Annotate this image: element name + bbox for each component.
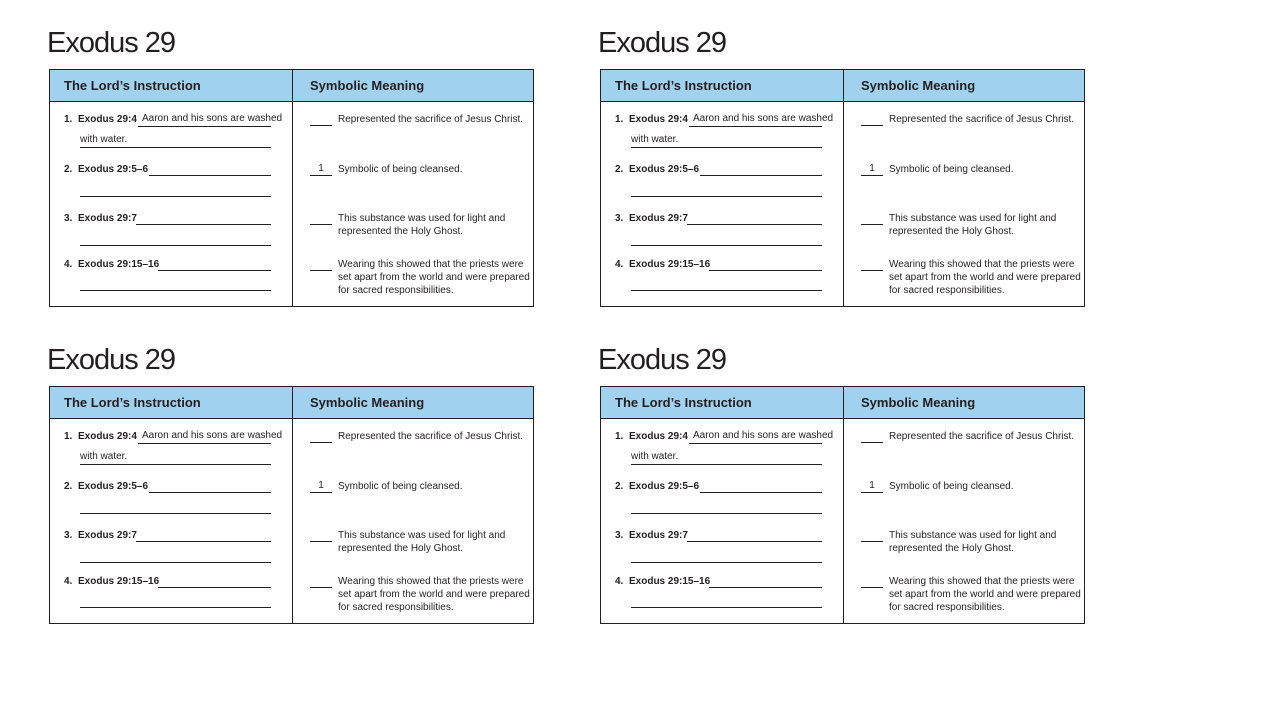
answer-line: [631, 513, 822, 514]
instruction-number: 3.: [615, 213, 624, 224]
answer-line: [136, 224, 271, 225]
meaning-text: Symbolic of being cleansed.: [889, 481, 1014, 492]
instruction-answer-continued: with water.: [80, 451, 128, 462]
answer-line: [700, 492, 822, 493]
block-title: Exodus 29: [598, 27, 727, 59]
header-instruction: The Lord’s Instruction: [64, 78, 201, 93]
block-title: Exodus 29: [598, 344, 727, 376]
instruction-table: [600, 69, 1085, 307]
block-title: Exodus 29: [47, 344, 176, 376]
instruction-answer-continued: with water.: [80, 134, 128, 145]
instruction-number: 4.: [615, 259, 624, 270]
matching-blank: [861, 224, 883, 225]
matching-blank: [861, 492, 883, 493]
answer-line: [689, 443, 822, 444]
meaning-text: Symbolic of being cleansed.: [338, 481, 463, 492]
answer-line: [631, 290, 822, 291]
answer-line: [687, 541, 822, 542]
answer-line: [631, 245, 822, 246]
meaning-text: This substance was used for light and: [889, 213, 1057, 224]
instruction-answer: Aaron and his sons are washed: [142, 430, 283, 441]
meaning-text: represented the Holy Ghost.: [889, 226, 1015, 237]
answer-line: [158, 587, 271, 588]
matching-blank: [861, 270, 883, 271]
instruction-number: 1.: [615, 431, 624, 442]
instruction-number: 3.: [64, 530, 73, 541]
instruction-number: 2.: [615, 481, 624, 492]
instruction-answer: Aaron and his sons are washed: [693, 430, 834, 441]
instruction-reference: Exodus 29:15–16: [629, 259, 711, 270]
answer-line: [709, 270, 822, 271]
instruction-reference: Exodus 29:15–16: [78, 259, 160, 270]
matching-blank: [310, 125, 332, 126]
answer-line: [80, 147, 271, 148]
column-divider: [843, 387, 844, 623]
instruction-number: 2.: [64, 164, 73, 175]
answer-line: [80, 196, 271, 197]
column-divider: [292, 387, 293, 623]
instruction-reference: Exodus 29:4: [78, 114, 137, 125]
instruction-reference: Exodus 29:5–6: [629, 481, 700, 492]
matching-blank: [861, 541, 883, 542]
answer-line: [631, 147, 822, 148]
meaning-text: Wearing this showed that the priests were: [889, 259, 1075, 270]
instruction-table: [49, 69, 534, 307]
instruction-reference: Exodus 29:7: [78, 530, 137, 541]
instruction-number: 4.: [64, 576, 73, 587]
instruction-reference: Exodus 29:4: [629, 431, 688, 442]
answer-line: [138, 126, 271, 127]
instruction-reference: Exodus 29:5–6: [78, 164, 149, 175]
meaning-text: represented the Holy Ghost.: [338, 543, 464, 554]
meaning-text: for sacred responsibilities.: [889, 285, 1005, 296]
meaning-text: Represented the sacrifice of Jesus Christ.: [889, 114, 1075, 125]
instruction-number: 1.: [64, 431, 73, 442]
instruction-answer-continued: with water.: [631, 451, 679, 462]
instruction-reference: Exodus 29:5–6: [78, 481, 149, 492]
answer-line: [631, 464, 822, 465]
answer-line: [149, 492, 271, 493]
meaning-text: represented the Holy Ghost.: [889, 543, 1015, 554]
header-instruction: The Lord’s Instruction: [615, 78, 752, 93]
instruction-reference: Exodus 29:7: [78, 213, 137, 224]
meaning-text: represented the Holy Ghost.: [338, 226, 464, 237]
matching-blank: [310, 541, 332, 542]
instruction-number: 2.: [615, 164, 624, 175]
meaning-text: for sacred responsibilities.: [338, 602, 454, 613]
meaning-text: Symbolic of being cleansed.: [889, 164, 1014, 175]
instruction-table: [600, 386, 1085, 624]
meaning-text: This substance was used for light and: [338, 213, 506, 224]
meaning-text: This substance was used for light and: [889, 530, 1057, 541]
matching-answer: 1: [869, 480, 875, 491]
instruction-number: 1.: [64, 114, 73, 125]
instruction-reference: Exodus 29:4: [78, 431, 137, 442]
column-divider: [843, 70, 844, 306]
header-meaning: Symbolic Meaning: [861, 395, 976, 410]
answer-line: [631, 607, 822, 608]
answer-line: [631, 562, 822, 563]
matching-answer: 1: [869, 163, 875, 174]
header-meaning: Symbolic Meaning: [861, 78, 976, 93]
answer-line: [631, 196, 822, 197]
instruction-reference: Exodus 29:15–16: [629, 576, 711, 587]
meaning-text: set apart from the world and were prepared: [889, 272, 1081, 283]
header-meaning: Symbolic Meaning: [310, 395, 425, 410]
meaning-text: Represented the sacrifice of Jesus Christ.: [889, 431, 1075, 442]
matching-blank: [310, 224, 332, 225]
instruction-answer: Aaron and his sons are washed: [693, 113, 834, 124]
instruction-number: 4.: [64, 259, 73, 270]
matching-blank: [310, 270, 332, 271]
answer-line: [80, 245, 271, 246]
matching-answer: 1: [318, 163, 324, 174]
meaning-text: Wearing this showed that the priests were: [338, 576, 524, 587]
answer-line: [80, 607, 271, 608]
answer-line: [709, 587, 822, 588]
matching-blank: [861, 125, 883, 126]
header-meaning: Symbolic Meaning: [310, 78, 425, 93]
answer-line: [80, 562, 271, 563]
answer-line: [136, 541, 271, 542]
instruction-number: 3.: [615, 530, 624, 541]
header-instruction: The Lord’s Instruction: [64, 395, 201, 410]
instruction-reference: Exodus 29:4: [629, 114, 688, 125]
meaning-text: Wearing this showed that the priests were: [889, 576, 1075, 587]
meaning-text: Represented the sacrifice of Jesus Christ.: [338, 431, 524, 442]
answer-line: [149, 175, 271, 176]
instruction-number: 1.: [615, 114, 624, 125]
matching-blank: [310, 175, 332, 176]
matching-blank: [861, 442, 883, 443]
meaning-text: set apart from the world and were prepared: [889, 589, 1081, 600]
matching-blank: [861, 587, 883, 588]
instruction-table: [49, 386, 534, 624]
answer-line: [138, 443, 271, 444]
instruction-reference: Exodus 29:15–16: [78, 576, 160, 587]
answer-line: [80, 290, 271, 291]
answer-line: [700, 175, 822, 176]
column-divider: [292, 70, 293, 306]
instruction-number: 2.: [64, 481, 73, 492]
meaning-text: Wearing this showed that the priests were: [338, 259, 524, 270]
meaning-text: Symbolic of being cleansed.: [338, 164, 463, 175]
instruction-reference: Exodus 29:5–6: [629, 164, 700, 175]
meaning-text: for sacred responsibilities.: [338, 285, 454, 296]
matching-blank: [310, 442, 332, 443]
answer-line: [687, 224, 822, 225]
answer-line: [80, 464, 271, 465]
meaning-text: for sacred responsibilities.: [889, 602, 1005, 613]
matching-blank: [861, 175, 883, 176]
header-instruction: The Lord’s Instruction: [615, 395, 752, 410]
instruction-answer-continued: with water.: [631, 134, 679, 145]
answer-line: [158, 270, 271, 271]
meaning-text: Represented the sacrifice of Jesus Christ.: [338, 114, 524, 125]
answer-line: [689, 126, 822, 127]
block-title: Exodus 29: [47, 27, 176, 59]
answer-line: [80, 513, 271, 514]
instruction-answer: Aaron and his sons are washed: [142, 113, 283, 124]
matching-answer: 1: [318, 480, 324, 491]
meaning-text: set apart from the world and were prepared: [338, 272, 530, 283]
instruction-reference: Exodus 29:7: [629, 530, 688, 541]
meaning-text: This substance was used for light and: [338, 530, 506, 541]
instruction-number: 4.: [615, 576, 624, 587]
meaning-text: set apart from the world and were prepared: [338, 589, 530, 600]
instruction-number: 3.: [64, 213, 73, 224]
matching-blank: [310, 492, 332, 493]
matching-blank: [310, 587, 332, 588]
instruction-reference: Exodus 29:7: [629, 213, 688, 224]
